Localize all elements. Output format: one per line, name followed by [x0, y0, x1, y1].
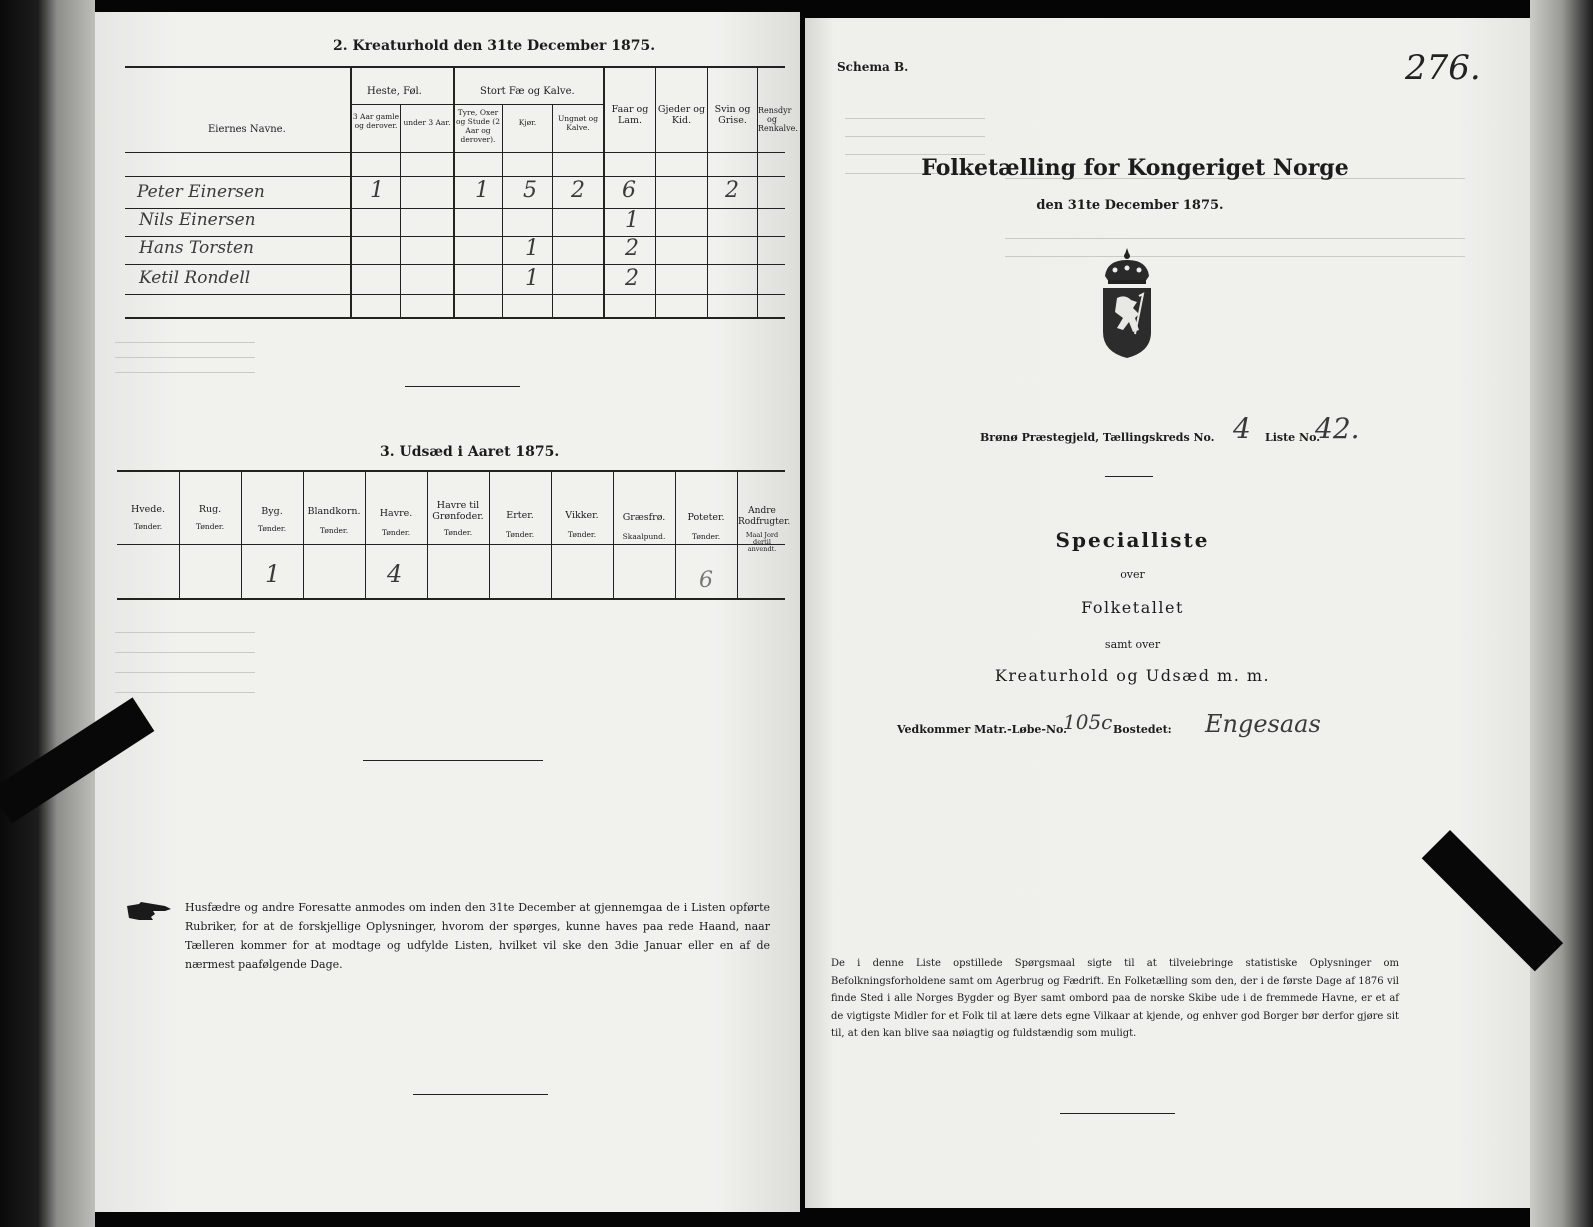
udsaed-unit-rug: Tønder.	[195, 522, 225, 531]
row4-sheep: 2	[625, 266, 639, 291]
liste-no-value: 42.	[1315, 412, 1360, 445]
row1-sheep: 6	[622, 178, 636, 203]
udsaed-poteter-value: 6	[699, 568, 713, 593]
udsaed-unit-graesfro: Skaalpund.	[622, 532, 666, 541]
tk-no-value: 4	[1233, 412, 1251, 445]
udsaed-byg-value: 1	[265, 560, 281, 588]
udsaed-col-rug: Rug.	[198, 504, 222, 515]
col-cattle: Stort Fæ og Kalve.	[480, 86, 575, 97]
folketallet-text: Folketallet	[1081, 598, 1184, 617]
notice-text: Husfædre og andre Foresatte anmodes om inden den 31te December at gjennemgaa de i Listen opførte Rubriker, for at de forskjellige Oplysninger, hvorom der spørges, kunne haves paa rede Haand, naar Tælleren kommer for at modtage og udfylde Listen, hvilket vil ske den 3die Januar eller en af de nærmest paafølgende Dage.	[185, 901, 770, 971]
udsaed-col-vikker: Vikker.	[565, 510, 599, 521]
divider-2	[363, 760, 543, 761]
page-number: 276.	[1405, 48, 1481, 88]
col-cattle-young: Ungnøt og Kalve.	[557, 114, 598, 132]
row3-sheep: 2	[625, 236, 639, 261]
row3-cows: 1	[525, 236, 539, 261]
pointing-hand-icon	[125, 900, 173, 924]
col-reindeer: Rensdyr og Renkalve.	[758, 106, 798, 133]
udsaed-col-byg: Byg.	[261, 506, 283, 517]
section3-title: 3. Udsæd i Aaret 1875.	[380, 444, 560, 460]
udsaed-unit-poteter: Tønder.	[691, 532, 721, 541]
binding-left-edge	[0, 0, 95, 1227]
row1-pigs: 2	[725, 178, 739, 203]
matr-label: Vedkommer Matr.-Løbe-No.	[897, 723, 1067, 736]
col-sheep: Faar og Lam.	[611, 104, 649, 126]
census-note: De i denne Liste opstillede Spørgsmaal sigte til at tilveiebringe statistiske Oplysninger om Befolkningsforholdene samt om Agerbrug og Fædrift. En Folketælling som den, der i de første Dage af 1876 vil finde Sted i alle Norges Bygder og Byer samt ombord paa de norske Skibe ude i de fremmede Havne, er et af de vigtigste Midler for et Folk til at lære dets egne Vilkaar at kjende, og enhver god Borger bør derfor gjøre sit til, at den kan blive saa nøiagtig og fuldstændig som muligt.	[831, 958, 1399, 1039]
udsaed-havre-value: 4	[387, 560, 403, 588]
liste-label: Liste No.	[1265, 431, 1321, 444]
col-cattle-cows: Kjør.	[518, 118, 537, 127]
udsaed-col-blandkorn: Blandkorn.	[307, 506, 361, 517]
schema-label: Schema B.	[837, 60, 909, 74]
udsaed-unit-vikker: Tønder.	[567, 530, 597, 539]
udsaed-unit-andre: Maal Jord dertil anvendt.	[745, 531, 779, 553]
udsaed-unit-byg: Tønder.	[257, 524, 287, 533]
divider	[405, 386, 520, 387]
row1-horses: 1	[370, 178, 384, 203]
col-horses: Heste, Føl.	[367, 86, 422, 97]
right-page	[805, 18, 1530, 1208]
col-horses-under3: under 3 Aar.	[403, 118, 451, 127]
udsaed-col-graesfro: Græsfrø.	[622, 512, 666, 523]
matr-no-value: 105c	[1063, 710, 1113, 734]
binding-right-edge	[1530, 0, 1593, 1227]
specialliste-title: Specialliste	[1055, 528, 1210, 552]
census-date: den 31te December 1875.	[1036, 198, 1224, 213]
udsaed-unit-hvede: Tønder.	[133, 522, 163, 531]
section2-title: 2. Kreaturhold den 31te December 1875.	[333, 38, 656, 54]
row1-owner: Peter Einersen	[137, 182, 265, 202]
row1-young: 2	[571, 178, 585, 203]
left-page	[95, 12, 800, 1212]
row4-cows: 1	[525, 266, 539, 291]
divider-r1	[1105, 476, 1153, 477]
row1-bulls: 1	[475, 178, 489, 203]
udsaed-unit-havre: Tønder.	[381, 528, 411, 537]
kreaturhold-text: Kreaturhold og Udsæd m. m.	[994, 666, 1271, 685]
coat-of-arms-icon	[1095, 246, 1159, 362]
col-goats: Gjeder og Kid.	[657, 104, 706, 126]
row3-owner: Hans Torsten	[139, 238, 254, 258]
bosted-value: Engesaas	[1205, 710, 1321, 738]
udsaed-unit-havre-gronfoder: Tønder.	[443, 528, 473, 537]
col-horses-3aar: 3 Aar gamle og derover.	[352, 112, 400, 130]
bosted-label: Bostedet:	[1113, 723, 1172, 736]
udsaed-col-poteter: Poteter.	[687, 512, 725, 523]
col-owner-names: Eiernes Navne.	[208, 124, 286, 135]
census-title: Folketælling for Kongeriget Norge	[921, 155, 1349, 181]
udsaed-unit-erter: Tønder.	[505, 530, 535, 539]
udsaed-unit-blandkorn: Tønder.	[319, 526, 349, 535]
col-cattle-bulls: Tyre, Oxer og Stude (2 Aar og derover).	[455, 108, 500, 144]
samt-over-text: samt over	[1104, 638, 1161, 651]
row2-sheep: 1	[625, 208, 639, 233]
udsaed-col-hvede: Hvede.	[131, 504, 165, 515]
udsaed-col-havre-gronfoder: Havre til Grønfoder.	[432, 500, 484, 522]
row1-cows: 5	[523, 178, 537, 203]
divider-r2	[1060, 1113, 1175, 1114]
udsaed-col-erter: Erter.	[506, 510, 534, 521]
divider-3	[413, 1094, 548, 1095]
over-text: over	[1120, 568, 1145, 581]
parish-label: Brønø Præstegjeld, Tællingskreds No.	[980, 431, 1215, 444]
udsaed-col-andre: Andre Rodfrugter.	[738, 506, 791, 527]
row4-owner: Ketil Rondell	[139, 268, 251, 288]
udsaed-col-havre: Havre.	[379, 508, 413, 519]
row2-owner: Nils Einersen	[139, 210, 256, 230]
col-pigs: Svin og Grise.	[714, 104, 751, 126]
